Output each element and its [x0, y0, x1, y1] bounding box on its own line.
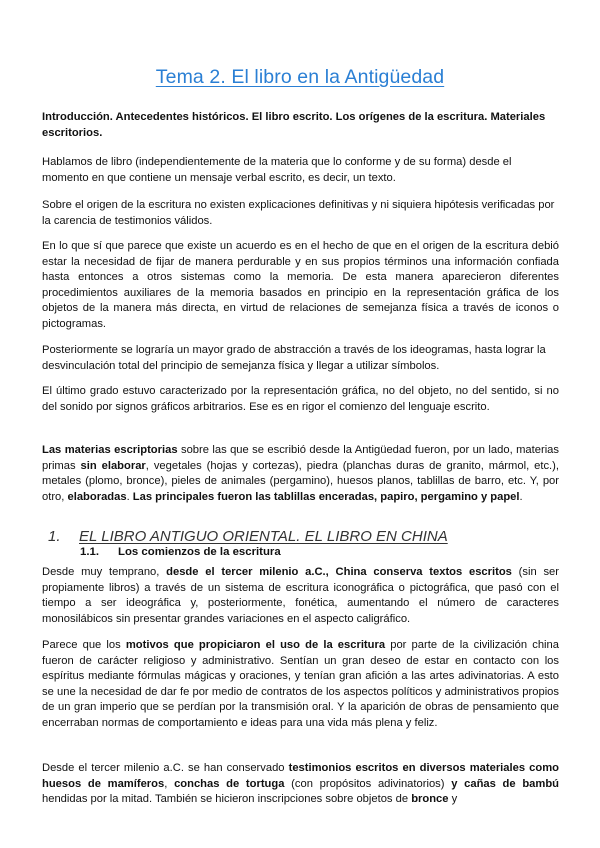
paragraph-7 [42, 565, 559, 627]
subsection-heading-1-1 [80, 546, 281, 558]
paragraph-6 [42, 443, 559, 505]
text-span: y [448, 793, 458, 806]
bold-span: sin elaborar [80, 459, 146, 472]
paragraph-5: El último grado estuvo caracterizado por la representación gráfica, no del objeto, no del sentido, si no del sonido por signos gráficos arbitrarios. Ese es en rigor el comienzo del lenguaje escrito. [42, 385, 559, 413]
text-span: . [519, 490, 523, 503]
text-span: , [164, 777, 175, 790]
bold-span: Las principales fueron las tablillas enceradas, papiro, pergamino y papel [132, 490, 520, 503]
text-span: Desde muy temprano, [42, 566, 167, 578]
paragraph-3: En lo que sí que parece que existe un acuerdo es en el hecho de que en el origen de la escritura debió estar la necesidad de fijar de manera perdurable y en sus propios términos una información confiada hasta entonces a otros sistemas como la memoria. De esta manera aparecieron diferentes procedimientos auxiliares de la memoria basados en principio en la representación gráfica de los objetos de la manera más directa, en virtud de relaciones de semejanza física a través de iconos o pictogramas. [42, 240, 559, 330]
text-span: Parece que los [42, 639, 126, 651]
paragraph-8 [42, 638, 559, 732]
intro-heading: Introducción. Antecedentes históricos. El libro escrito. Los orígenes de la escritura. Materiales escritorios. [42, 111, 546, 139]
page-title: Tema 2. El libro en la Antigüedad [155, 66, 445, 88]
bold-span: bronce [411, 793, 449, 806]
text-span: (sin ser propiamente libros) a través de un sistema de escritura iconográfica o pictográfica, que pasó con el tiempo a ser ideográfica y, posteriormente, fonética, aumentando el número de caracteres monosilábicos sin presentar grandes variaciones en el aspecto caligráfico. [42, 566, 560, 625]
text-span: por parte de la civilización china fueron de carácter religioso y administrativo. Sentían un gran deseo de estar en contacto con los espíritus mediante fórmulas mágicas y oraciones, y tenían gran afición a las artes adivinatorias. A esto se une la necesidad de dar fe por medio de contratos de los aspectos políticos y administrativos propios de un gran imperio que se perdían por la transmisión oral. Y la aparición de obras de pensamiento que encerraban normas de comportamiento e ideas para una vida más plena y feliz. [42, 639, 559, 729]
bold-span: motivos que propiciaron el uso de la escritura [125, 639, 386, 651]
section-number: 1. [48, 528, 61, 545]
text-span: Desde el tercer milenio a.C. se han conservado [42, 762, 289, 774]
text-span: , vegetales (hojas y cortezas), piedra (planchas duras de granito, mármol, etc.), metales (plomo, bronce), pieles de animales (pergamino), huesos planos, tablillas de barro, etc. Y, por otro, [42, 459, 559, 503]
bold-span: Las materias escriptorias [42, 444, 178, 456]
text-span: sobre las que se escribió desde la Antigüedad fueron, por un lado, materias primas [42, 444, 559, 472]
paragraph-2: Sobre el origen de la escritura no existen explicaciones definitivas y ni siquiera hipótesis verificadas por la carencia de testimonios válidos. [42, 199, 555, 227]
bold-span: y cañas de bambú [451, 777, 559, 790]
section-heading-1 [48, 528, 448, 545]
text-span: hendidas por la mitad. También se hicieron inscripciones sobre objetos de [42, 793, 412, 806]
subsection-title: Los comienzos de la escritura [118, 546, 281, 558]
bold-span: testimonios escritos en diversos materiales como huesos de mamíferos [42, 762, 559, 790]
text-span: (con propósitos adivinatorios) [284, 777, 452, 790]
paragraph-9 [42, 761, 559, 808]
subsection-number: 1.1. [80, 546, 99, 558]
paragraph-4: Posteriormente se lograría un mayor grado de abstracción a través de los ideogramas, hasta lograr la desvinculación total del principio de semejanza física y llegar a utilizar símbolos. [42, 344, 546, 372]
bold-span: elaboradas [67, 490, 127, 503]
paragraph-1: Hablamos de libro (independientemente de la materia que lo conforme y de su forma) desde el momento en que contiene un mensaje verbal escrito, es decir, un texto. [42, 156, 512, 184]
text-span: . [126, 490, 133, 503]
bold-span: conchas de tortuga [174, 777, 285, 790]
bold-span: desde el tercer milenio a.C., China conserva textos escritos [166, 566, 512, 578]
section-title: EL LIBRO ANTIGUO ORIENTAL. EL LIBRO EN CHINA [79, 528, 448, 545]
